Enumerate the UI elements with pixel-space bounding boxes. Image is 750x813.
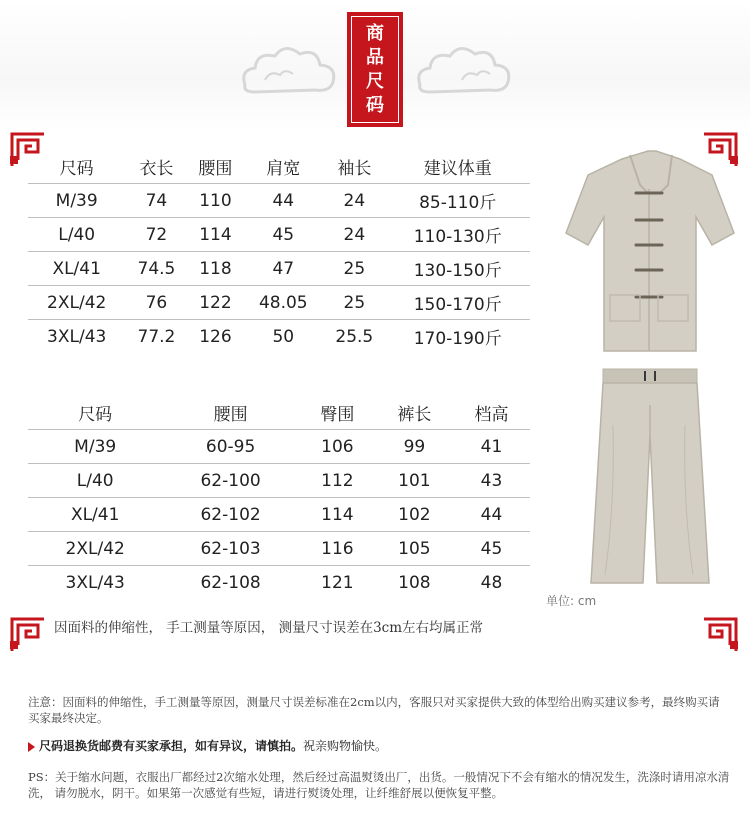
table-cell: 62-102 [162,498,298,532]
table-cell: 130-150斤 [385,252,530,286]
title-char: 尺 [366,70,384,92]
column-header: 袖长 [323,150,385,184]
table-cell: M/39 [28,184,125,218]
table-cell: 77.2 [137,326,176,347]
table-cell: 41 [453,430,530,464]
table-cell: XL/41 [28,498,162,532]
table-cell: 112 [299,464,376,498]
table-cell: 114 [299,498,376,532]
unit-note: 单位: cm [546,594,597,608]
table-cell: 99 [376,430,453,464]
table-cell: 25 [323,252,385,286]
table-cell: 101 [376,464,453,498]
column-header: 肩宽 [243,150,323,184]
table-cell: 43 [453,464,530,498]
return-policy-bold: 尺码退换货邮费有买家承担，如有异议，请慎拍。 [39,739,304,753]
table-cell: 122 [188,286,244,320]
notice-text: 注意：因面料的伸缩性，手工测量等原因，测量尺寸误差标准在2cm以内，客服只对买家提供大致的体型给出购买建议参考，最终购买请买家最终决定。 [28,695,720,725]
right-cloud-ornament [410,40,520,100]
table-cell: 150-170斤 [385,286,530,320]
table-cell: 25.5 [335,326,374,347]
table-cell: 2XL/42 [28,532,162,566]
table-row [28,184,530,218]
shrinkage-note: PS：关于缩水问题，衣服出厂都经过2次缩水处理，然后经过高温熨烫出厂，出货。一般情况下不会有缩水的情况发生，洗涤时请用凉水清洗， 请勿脱水，阴干。如果第一次感觉有些短，请进行熨烫处理，让纤维舒展以便恢复平整。 [28,770,730,800]
table-cell: 74.5 [125,252,187,286]
title-banner [347,12,403,127]
table-cell: 45 [453,532,530,566]
table-cell: 25 [323,286,385,320]
table-cell: 106 [299,430,376,464]
triangle-icon [28,742,35,752]
column-header: 衣长 [125,150,187,184]
table-row [28,430,530,464]
deviation-note: 因面料的伸缩性， 手工测量等原因， 测量尺寸误差在3cm左右均属正常 [54,620,484,636]
table-cell: 44 [453,498,530,532]
table-cell: 24 [323,218,385,252]
table-cell: 110 [188,184,244,218]
table-cell: 47 [243,252,323,286]
column-header: 档高 [453,396,530,430]
table-cell: 72 [125,218,187,252]
table-row [28,286,530,320]
column-header: 尺码 [28,396,162,430]
table-cell: 3XL/43 [65,572,125,593]
shirt-image [560,145,740,360]
return-policy-note [28,738,387,754]
table-header-row [28,396,530,430]
table-row [28,464,530,498]
pants-size-table [28,396,530,599]
table-cell: L/40 [28,464,162,498]
table-cell: 48 [480,572,503,593]
table-cell: 74 [125,184,187,218]
table-cell: 170-190斤 [413,329,502,349]
table-cell: 2XL/42 [28,286,125,320]
pants-image [585,365,715,590]
table-cell: 45 [243,218,323,252]
table-cell: 105 [376,532,453,566]
table-row [28,498,530,532]
column-header: 尺码 [28,150,125,184]
return-policy-rest: 祝亲购物愉快。 [303,739,388,753]
left-cloud-ornament [235,40,345,100]
table-cell: 60-95 [162,430,298,464]
table-row [28,218,530,252]
table-cell: 126 [199,326,232,347]
table-row [28,532,530,566]
title-char: 码 [366,94,384,116]
table-cell: 24 [323,184,385,218]
table-cell: 116 [299,532,376,566]
table-cell: 76 [125,286,187,320]
column-header: 臀围 [299,396,376,430]
table-cell: 118 [188,252,244,286]
title-char: 品 [366,46,384,68]
table-cell: 3XL/43 [47,326,107,347]
table-cell: 48.05 [243,286,323,320]
table-header-row [28,150,530,184]
column-header: 腰围 [188,150,244,184]
table-cell: 121 [321,572,354,593]
table-cell: 62-103 [162,532,298,566]
column-header: 腰围 [162,396,298,430]
table-row [28,566,530,600]
table-cell: 62-108 [200,572,261,593]
column-header: 建议体重 [385,150,530,184]
table-cell: 44 [243,184,323,218]
corner-ornament-icon [700,615,740,655]
shirt-size-table [28,150,530,353]
table-cell: 50 [272,326,295,347]
table-cell: 108 [398,572,431,593]
table-cell: L/40 [28,218,125,252]
table-cell: 62-100 [162,464,298,498]
title-char: 商 [366,22,384,44]
table-cell: 114 [188,218,244,252]
table-row [28,252,530,286]
table-cell: 110-130斤 [385,218,530,252]
table-cell: 102 [376,498,453,532]
column-header: 裤长 [376,396,453,430]
table-cell: 85-110斤 [385,184,530,218]
table-cell: M/39 [28,430,162,464]
table-cell: XL/41 [28,252,125,286]
table-row [28,320,530,354]
corner-ornament-icon [8,615,48,655]
